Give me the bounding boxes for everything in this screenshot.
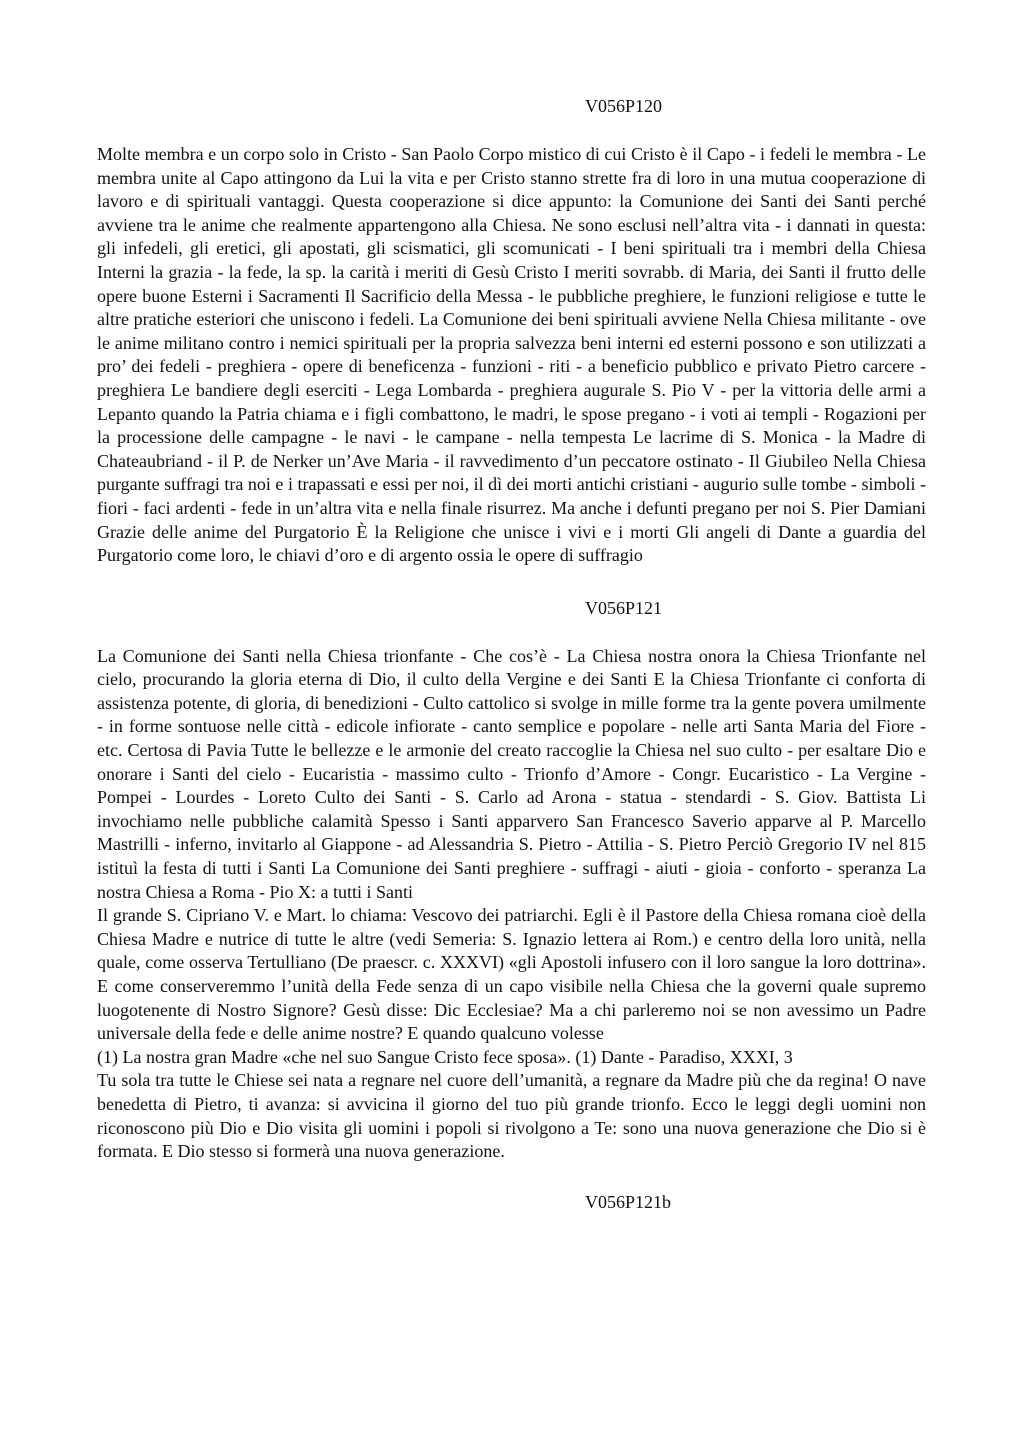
footnote-line: (1) La nostra gran Madre «che nel suo Sangue Cristo fece sposa». (1) Dante - Paradiso, XXXI, 3 [97, 1046, 793, 1067]
page-marker-heading: V056P120 [585, 96, 663, 116]
page-marker-heading: V056P121 [585, 597, 663, 618]
body-paragraph: Tu sola tra tutte le Chiese sei nata a regnare nel cuore dell’umanità, a regnare da Madre più che da regina! O nave benedetta di Pietro, ti avanza: si avvicina il giorno del tuo più grande trionfo. Ecco le leggi degli uomini non riconoscono più Dio e Dio visita gli uomini i popoli si rivolgono a Te: sono una nuova generazione che Dio si è formata. E Dio stesso si formerà una nuova generazione. [97, 1070, 926, 1162]
page-marker-heading: V056P121b [585, 1191, 672, 1212]
body-paragraph: Il grande S. Cipriano V. e Mart. lo chiama: Vescovo dei patriarchi. Egli è il Pastore della Chiesa romana cioè della Chiesa Madre e nutrice di tutte le altre (vedi Semeria: S. Ignazio lettera ai Rom.) e centro della loro unità, nella quale, come osserva Tertulliano (De praescr. c. XXXVI) «gli Apostoli infusero con il loro sangue la loro dottrina». E come conserveremmo l’unità della Fede senza di un capo visibile nella Chiesa che la governi quale supremo luogotenente di Nostro Signore? Gesù disse: Dic Ecclesiae? Ma a chi parleremo noi se non avessimo un Padre universale della fede e delle anime nostre? E quando qualcuno volesse [97, 905, 926, 1044]
document-page [97, 94, 926, 1214]
body-paragraph: La Comunione dei Santi nella Chiesa trionfante - Che cos’è - La Chiesa nostra onora la Chiesa Trionfante nel cielo, procurando la gloria eterna di Dio, il culto della Vergine e dei Santi E la Chiesa Trionfante ci conforta di assistenza potente, di gloria, di benedizioni - Culto cattolico si svolge in mille forme tra la gente povera umilmente - in forme sontuose nelle città - edicole infiorate - canto semplice e popolare - nelle arti Santa Maria del Fiore - etc. Certosa di Pavia Tutte le bellezze e le armonie del creato raccoglie la Chiesa nel suo culto - per esaltare Dio e onorare i Santi del cielo - Eucaristia - massimo culto - Trionfo d’Amore - Congr. Eucaristico - La Vergine - Pompei - Lourdes - Loreto Culto dei Santi - S. Carlo ad Arona - statua - stendardi - S. Giov. Battista Li invochiamo nelle pubbliche calamità Spesso i Santi apparvero San Francesco Saverio apparve al P. Marcello Mastrilli - inferno, invitarlo al Giappone - ad Alessandria S. Pietro - Attilia - S. Pietro Perciò Gregorio IV nel 815 istituì la festa di tutti i Santi La Comunione dei Santi preghiere - suffragi - aiuti - gioia - conforto - speranza La nostra Chiesa a Roma - Pio X: a tutti i Santi [97, 645, 926, 902]
body-paragraph: Molte membra e un corpo solo in Cristo - San Paolo Corpo mistico di cui Cristo è il Capo - i fedeli le membra - Le membra unite al Capo attingono da Lui la vita e per Cristo stanno strette fra di loro in una mutua cooperazione di lavoro e di spirituali vantaggi. Questa cooperazione si dice appunto: la Comunione dei Santi dei Santi perché avviene tra le anime che realmente appartengono alla Chiesa. Ne sono esclusi nell’altra vita - i dannati in questa: gli infedeli, gli eretici, gli apostati, gli scismatici, gli scomunicati - I beni spirituali tra i membri della Chiesa Interni la grazia - la fede, la sp. la carità i meriti di Gesù Cristo I meriti sovrabb. di Maria, dei Santi il frutto delle opere buone Esterni i Sacramenti Il Sacrificio della Messa - le pubbliche preghiere, le funzioni religiose e tutte le altre pratiche esteriori che uniscono i fedeli. La Comunione dei beni spirituali avviene Nella Chiesa militante - ove le anime militano contro i nemici spirituali per la propria salvezza beni interni ed esterni possono e son utilizzati a pro’ dei fedeli - preghiera - opere di beneficenza - funzioni - riti - a beneficio pubblico e privato Pietro carcere - preghiera Le bandiere degli eserciti - Lega Lombarda - preghiera augurale S. Pio V - per la vittoria delle armi a Lepanto quando la Patria chiama e i figli combattono, le madri, le spose pregano - i voti ai templi - Rogazioni per la processione delle campagne - le navi - le campane - nella tempesta Le lacrime di S. Monica - la Madre di Chateaubriand - il P. de Nerker un’Ave Maria - il ravvedimento d’un peccatore ostinato - Il Giubileo Nella Chiesa purgante suffragi tra noi e i trapassati e essi per noi, il dì dei morti antichi cristiani - augurio sulle tombe - simboli - fiori - faci ardenti - fede in un’altra vita e nella finale risurrez. Ma anche i defunti pregano per noi S. Pier Damiani Grazie delle anime del Purgatorio È la Religione che unisce i vivi e i morti Gli angeli di Dante a guardia del Purgatorio come loro, le chiavi d’oro e di argento ossia le opere di suffragio [97, 144, 926, 566]
